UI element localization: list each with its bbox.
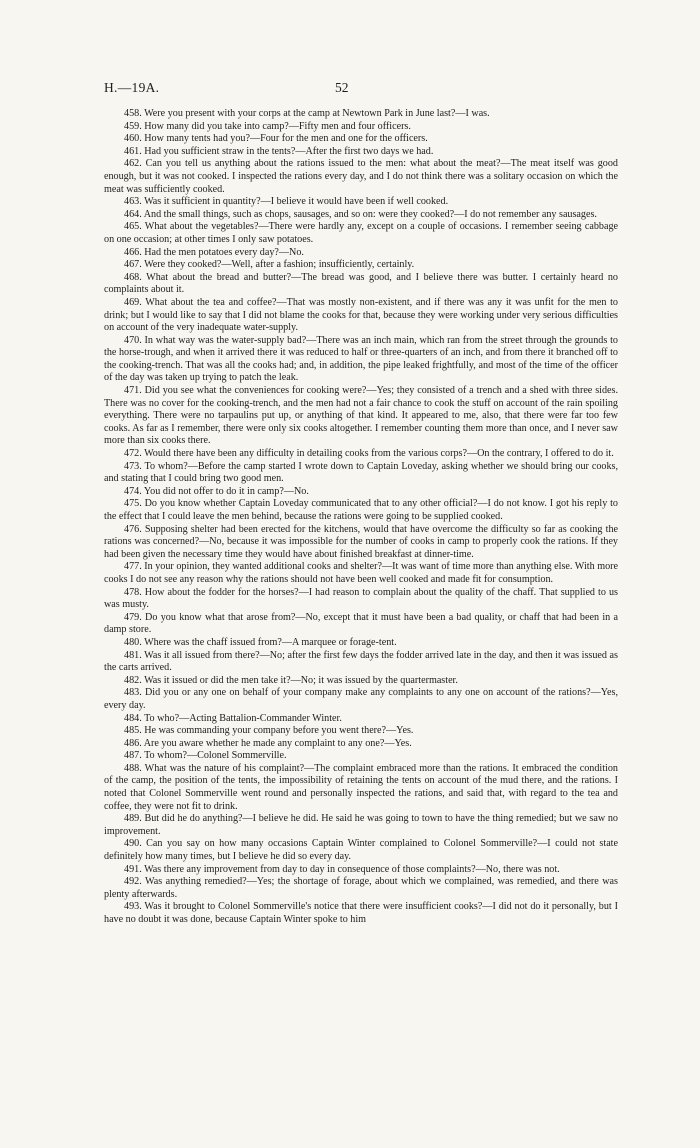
question-paragraph: 491. Was there any improvement from day to day in consequence of those complaints?—No, there was not. (124, 863, 560, 875)
question-paragraph: 458. Were you present with your corps at the camp at Newtown Park in June last?—I was. (124, 108, 490, 119)
question-paragraph: 460. How many tents had you?—Four for the men and one for the officers. (124, 133, 428, 145)
question-paragraph: 462. Can you tell us anything about the rations issued to the men: what about the meat?—The meat itself was good enough, but it was not cooked. I inspected the rations every day, and I do not think there was a solitary occasion on which the meat was sufficiently cooked. (104, 158, 618, 195)
question-paragraph: 487. To whom?—Colonel Sommerville. (124, 750, 287, 762)
question-paragraph: 475. Do you know whether Captain Loveday communicated that to any other official?—I do not know. I got his reply to the effect that I could leave the men behind, because the rations were going to be supplied cooked. (104, 498, 618, 522)
question-paragraph: 479. Do you know what that arose from?—No, except that it must have been a bad quality, or chaff that had been in a damp store. (104, 611, 618, 636)
question-paragraph: 482. Was it issued or did the men take it?—No; it was issued by the quartermaster. (124, 674, 458, 686)
question-paragraph: 492. Was anything remedied?—Yes; the shortage of forage, about which we complained, was remedied, and there was plenty afterwards. (104, 876, 618, 900)
question-paragraph: 463. Was it sufficient in quantity?—I believe it would have been if well cooked. (124, 196, 449, 208)
question-paragraph: 470. In what way was the water-supply bad?—There was an inch main, which ran from the street through the grounds to the horse-trough, and when it arrived there it was reduced to half or three-quarters of an inch, and from there it branched off to the cooking-trench. That was all the cooks had; and, in addition, the pipe leaked frightfully, and most of the time of the officer of the day was taken up trying to patch the leak. (104, 334, 618, 384)
question-paragraph: 466. Had the men potatoes every day?—No. (124, 246, 304, 258)
question-paragraph: 465. What about the vegetables?—There were hardly any, except on a couple of occasions. I remember seeing cabbage on one occasion; at other times I only saw potatoes. (104, 221, 618, 245)
question-paragraph: 488. What was the nature of his complaint?—The complaint embraced more than the rations. It embraced the condition of the camp, the position of the tents, the impossibility of retaining the tents on account of the mud there, and the rations. I noted that Colonel Sommerville went round and personally inspected the rations, and said that, with regard to the tea and coffee, they were not fit to drink. (104, 762, 618, 812)
question-paragraph: 483. Did you or any one on behalf of your company make any complaints to any one on account of the rations?—Yes, every day. (104, 687, 618, 711)
question-paragraph: 474. You did not offer to do it in camp?—No. (124, 485, 309, 497)
question-paragraph: 486. Are you aware whether he made any complaint to any one?—Yes. (124, 737, 412, 749)
question-paragraph: 493. Was it brought to Colonel Sommerville's notice that there were insufficient cooks?—I did not do it personally, but I have no doubt it was done, because Captain Winter spoke to him (104, 901, 618, 925)
question-paragraph: 461. Had you sufficient straw in the tents?—After the first two days we had. (124, 145, 434, 157)
question-paragraph: 490. Can you say on how many occasions Captain Winter complained to Colonel Sommerville?—I could not state definitely how many times, but I believe he did so every day. (104, 838, 618, 863)
question-paragraph: 469. What about the tea and coffee?—That was mostly non-existent, and if there was any it was unfit for the men to drink; but I would like to say that I did not blame the cooks for that, because they were working under very serious difficulties on account of the very inadequate water-supply. (104, 296, 618, 334)
document-body (104, 108, 618, 927)
question-paragraph: 472. Would there have been any difficulty in detailing cooks from the various corps?—On the contrary, I offered to do it. (124, 448, 614, 460)
question-paragraph: 476. Supposing shelter had been erected for the kitchens, would that have overcome the difficulty so far as cooking the rations was concerned?—No, because it was impossible for the number of cooks in camp to properly cook the rations. If they had been given the necessary time they would have about finished breakfast at dinner-time. (104, 523, 618, 560)
question-paragraph: 489. But did he do anything?—I believe he did. He said he was going to town to have the thing remedied; but we saw no improvement. (104, 813, 618, 837)
question-paragraph: 459. How many did you take into camp?—Fifty men and four officers. (124, 120, 411, 132)
page-header (104, 80, 618, 96)
question-paragraph: 484. To who?—Acting Battalion-Commander Winter. (124, 712, 342, 724)
question-paragraph: 480. Where was the chaff issued from?—A marquee or forage-tent. (124, 636, 397, 648)
question-paragraph: 485. He was commanding your company before you went there?—Yes. (124, 725, 414, 737)
question-paragraph: 468. What about the bread and butter?—The bread was good, and I believe there was butter. I certainly heard no complaints about it. (104, 271, 618, 296)
question-paragraph: 471. Did you see what the conveniences for cooking were?—Yes; they consisted of a trench and a shed with three sides. There was no cover for the cooking-trench, and the men had not a fair chance to cook the stuff on account of the rain spoiling everything. There were no tarpaulins put up, or anything of that kind. It appeared to me, also, that there were far too few cooks. As far as I remember, there were only six cooks altogether. I remember counting them more than once, and I never saw more than six cooks there. (104, 385, 618, 447)
question-paragraph: 481. Was it all issued from there?—No; after the first few days the fodder arrived late in the day, and then it was issued as the carts arrived. (104, 649, 618, 674)
page-number: 52 (335, 80, 349, 95)
question-paragraph: 467. Were they cooked?—Well, after a fashion; insufficiently, certainly. (124, 259, 415, 271)
question-paragraph: 478. How about the fodder for the horses?—I had reason to complain about the quality of the chaff. That supplied to us was musty. (104, 586, 618, 611)
document-reference: H.—19A. (104, 80, 160, 95)
question-paragraph: 464. And the small things, such as chops, sausages, and so on: were they cooked?—I do not remember any sausages. (124, 208, 597, 220)
question-paragraph: 473. To whom?—Before the camp started I wrote down to Captain Loveday, asking whether we should bring our cooks, and stating that I could bring two good men. (104, 460, 618, 485)
question-paragraph: 477. In your opinion, they wanted additional cooks and shelter?—It was want of time more than anything else. With more cooks I do not see any reason why the rations should not have been well cooked and made fit for consumption. (104, 561, 618, 585)
